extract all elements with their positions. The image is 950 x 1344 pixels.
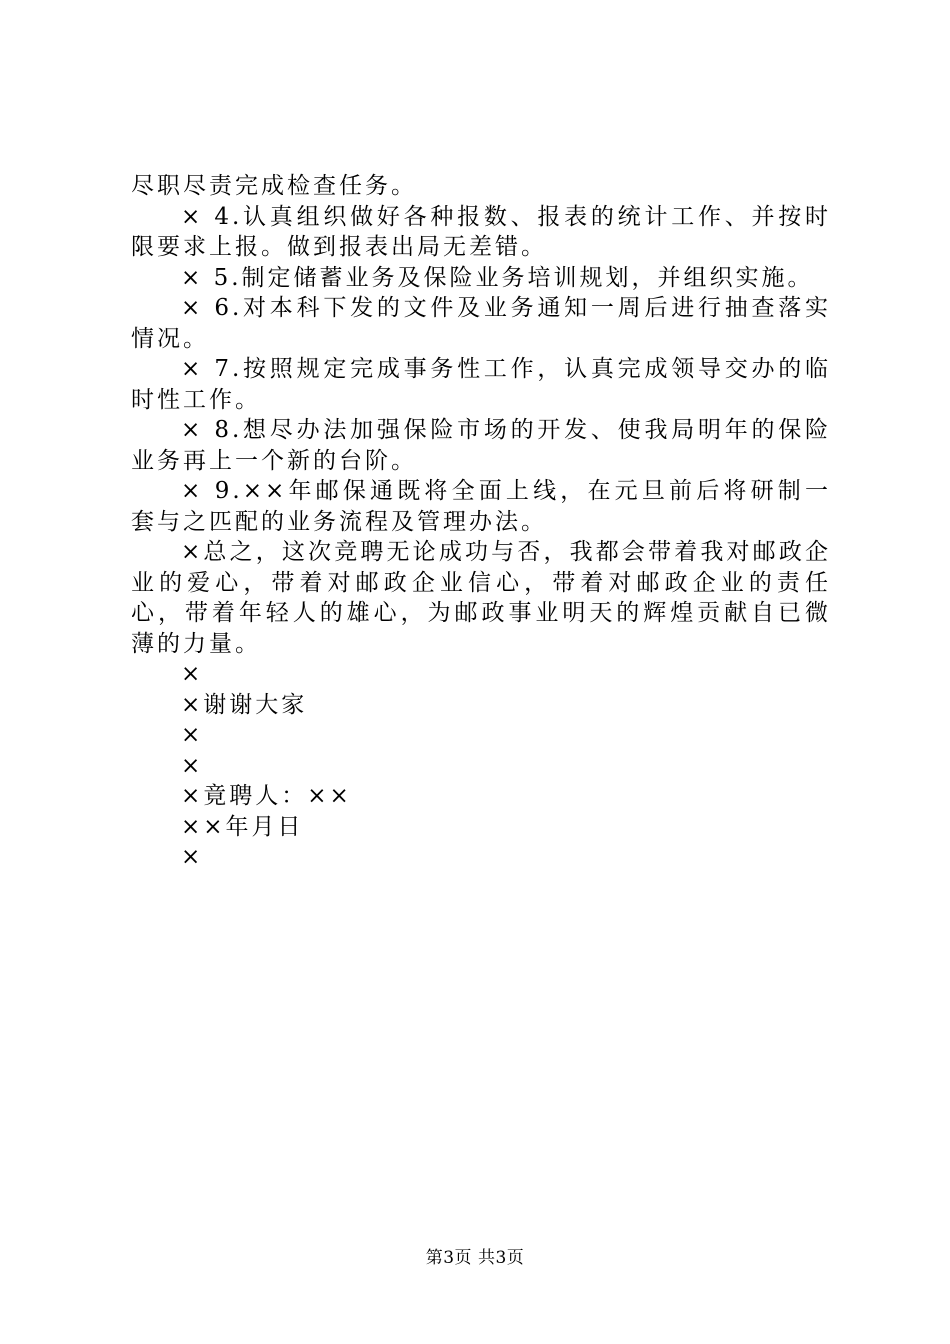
paragraph-7: × 9.××年邮保通既将全面上线，在元旦前后将研制一套与之匹配的业务流程及管理办法。 <box>131 478 831 535</box>
date-line: ××年月日 <box>181 813 304 840</box>
paragraph-1: 尽职尽责完成检查任务。 <box>131 173 417 199</box>
page-number-footer: 第3页 共3页 <box>425 1248 525 1268</box>
signature-line: ×竟聘人：×× <box>181 783 352 809</box>
paragraph-9: × <box>181 661 204 687</box>
paragraph-12: × <box>181 752 204 779</box>
paragraph-4: × 6.对本科下发的文件及业务通知一周后进行抽查落实情况。 <box>131 295 831 352</box>
paragraph-8: ×总之，这次竞聘无论成功与否，我都会带着我对邮政企业的爱心，带着对邮政企业信心，带着对邮政企业的责任心，带着年轻人的雄心，为邮政事业明天的辉煌贡献自已微薄的力量。 <box>131 539 831 657</box>
paragraph-6: × 8.想尽办法加强保险市场的开发、使我局明年的保险业务再上一个新的台阶。 <box>131 417 831 474</box>
paragraph-3: × 5.制定储蓄业务及保险业务培训规划，并组织实施。 <box>181 264 814 291</box>
closing-thanks: ×谢谢大家 <box>181 691 308 718</box>
paragraph-5: × 7.按照规定完成事务性工作，认真完成领导交办的临时性工作。 <box>131 356 831 413</box>
paragraph-11: × <box>181 722 204 748</box>
paragraph-15: × <box>181 844 204 870</box>
document-body <box>131 171 831 873</box>
paragraph-2: × 4.认真组织做好各种报数、报表的统计工作、并按时限要求上报。做到报表出局无差错。 <box>131 203 831 260</box>
